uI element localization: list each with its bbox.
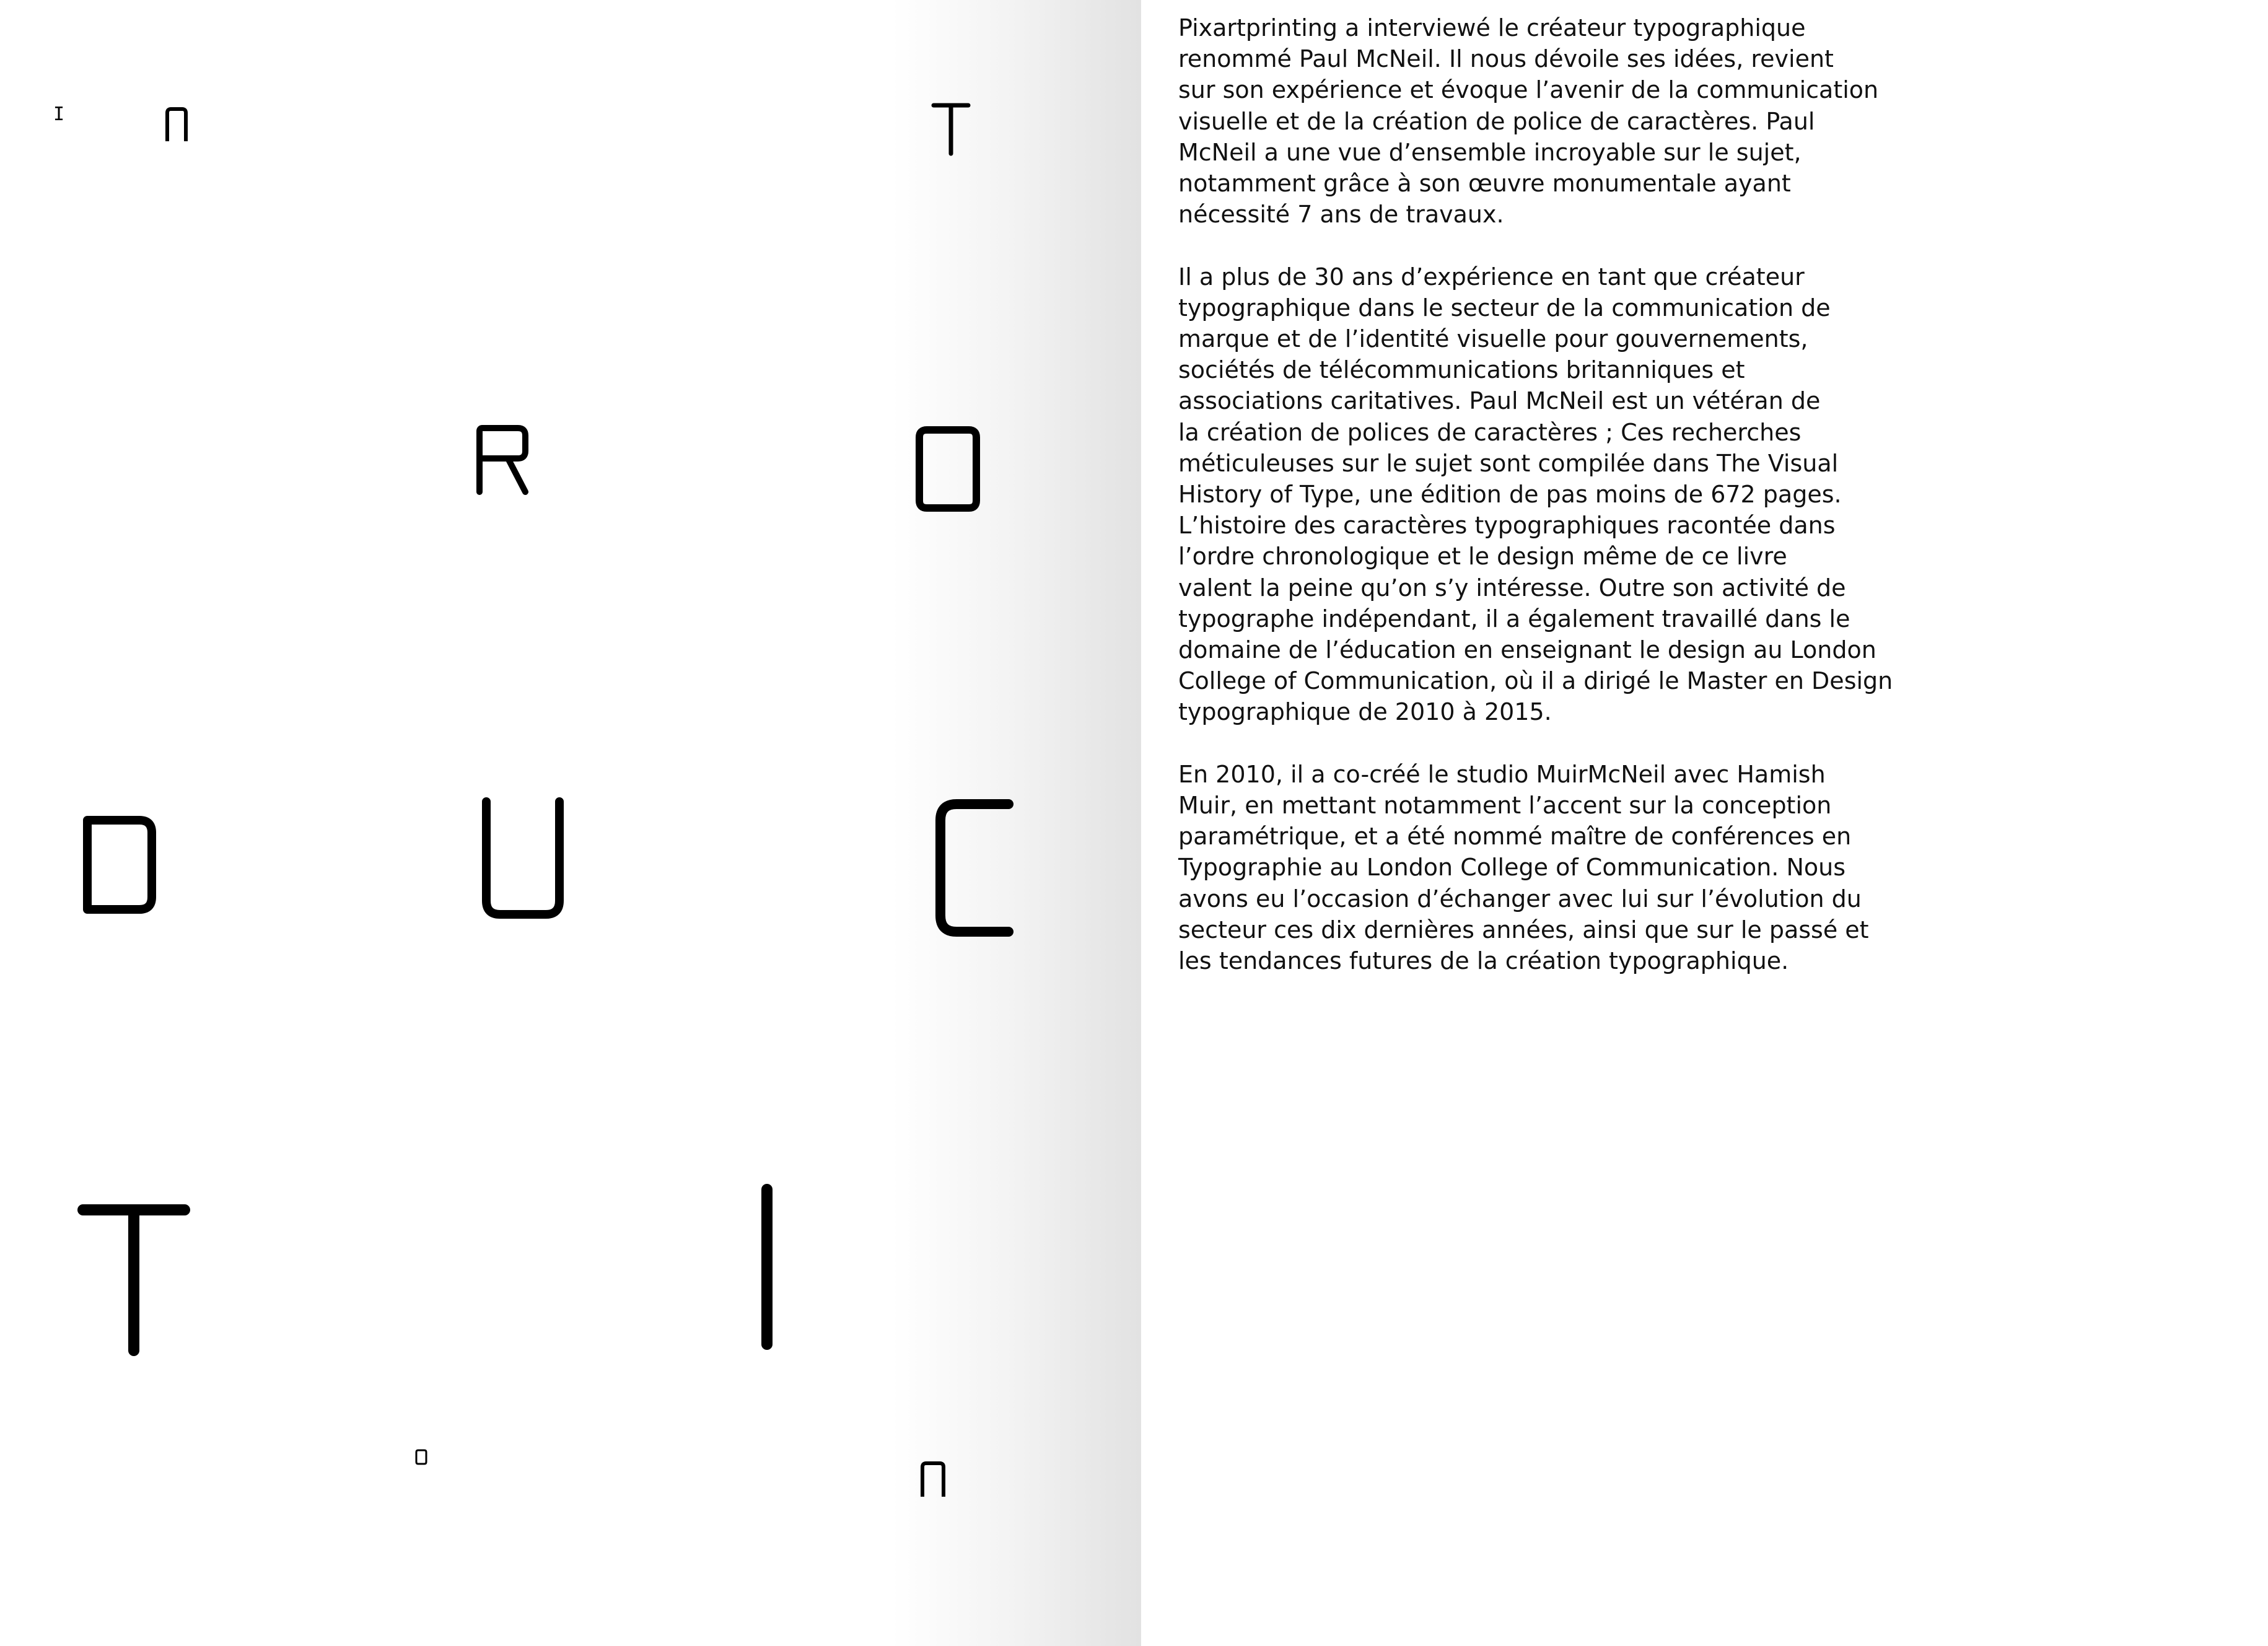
text-line: sociétés de télécommunications britanniques et [1178,356,1745,384]
right-page [1141,0,2268,1646]
text-line: En 2010, il a co-créé le studio MuirMcNeil avec Hamish [1178,760,1826,788]
text-line: typographique de 2010 à 2015. [1178,698,1552,726]
text-line: méticuleuses sur le sujet sont compilée dans The Visual [1178,449,1839,477]
letter-d-large [82,815,158,914]
letter-o-medium [914,426,981,512]
text-line: notamment grâce à son œuvre monumentale ayant [1178,170,1791,198]
text-line: valent la peine qu’on s’y intéresse. Outre son activité de [1178,574,1846,602]
text-line: Il a plus de 30 ans d’expérience en tant que créateur [1178,263,1805,291]
letter-r-medium [476,425,529,493]
article-body [1178,12,1891,1007]
letter-u-large [480,799,566,921]
gutter-shadow [892,0,1141,1646]
letter-i-small: I [53,103,65,125]
letter-t-large [78,1204,190,1356]
text-line: avons eu l’occasion d’échanger avec lui sur l’évolution du [1178,885,1862,913]
text-line: l’ordre chronologique et le design même de ce livre [1178,543,1787,571]
paragraph-experience [1178,261,1891,728]
text-line: Pixartprinting a interviewé le créateur typographique [1178,14,1806,42]
text-line: secteur ces dix dernières années, ainsi que sur le passé et [1178,916,1869,943]
text-line: typographique dans le secteur de la communication de [1178,294,1831,322]
text-line: McNeil a une vue d’ensemble incroyable sur le sujet, [1178,138,1802,166]
letter-n-bottom [919,1461,947,1497]
text-line: sur son expérience et évoque l’avenir de la communication [1178,76,1879,104]
text-line: Typographie au London College of Communication. Nous [1178,854,1846,882]
letter-c-large [932,799,1014,937]
letter-o-tiny [414,1448,428,1466]
text-line: L’histoire des caractères typographiques racontée dans [1178,512,1836,540]
paragraph-intro [1178,12,1891,230]
text-line: les tendances futures de la création typographique. [1178,947,1789,975]
text-line: paramétrique, et a été nommé maître de conférences en [1178,823,1852,851]
text-line: College of Communication, où il a dirigé le Master en Design [1178,667,1893,695]
text-line: History of Type, une édition de pas moins de 672 pages. [1178,481,1842,509]
text-line: typographe indépendant, il a également travaillé dans le [1178,605,1850,633]
text-line: domaine de l’éducation en enseignant le design au London [1178,636,1876,664]
letter-t-small [932,103,970,155]
paragraph-studio [1178,759,1891,976]
text-line: associations caritatives. Paul McNeil est un vétéran de [1178,387,1821,415]
text-line: renommé Paul McNeil. Il nous dévoile ses idées, revient [1178,45,1834,73]
text-line: nécessité 7 ans de travaux. [1178,201,1504,229]
text-line: Muir, en mettant notamment l’accent sur la conception [1178,792,1832,820]
text-line: visuelle et de la création de police de caractères. Paul [1178,107,1815,135]
text-line: la création de polices de caractères ; Ces recherches [1178,418,1802,446]
letter-n-small [164,107,189,141]
letter-i-large [757,1183,777,1351]
text-line: marque et de l’identité visuelle pour gouvernements, [1178,325,1808,353]
